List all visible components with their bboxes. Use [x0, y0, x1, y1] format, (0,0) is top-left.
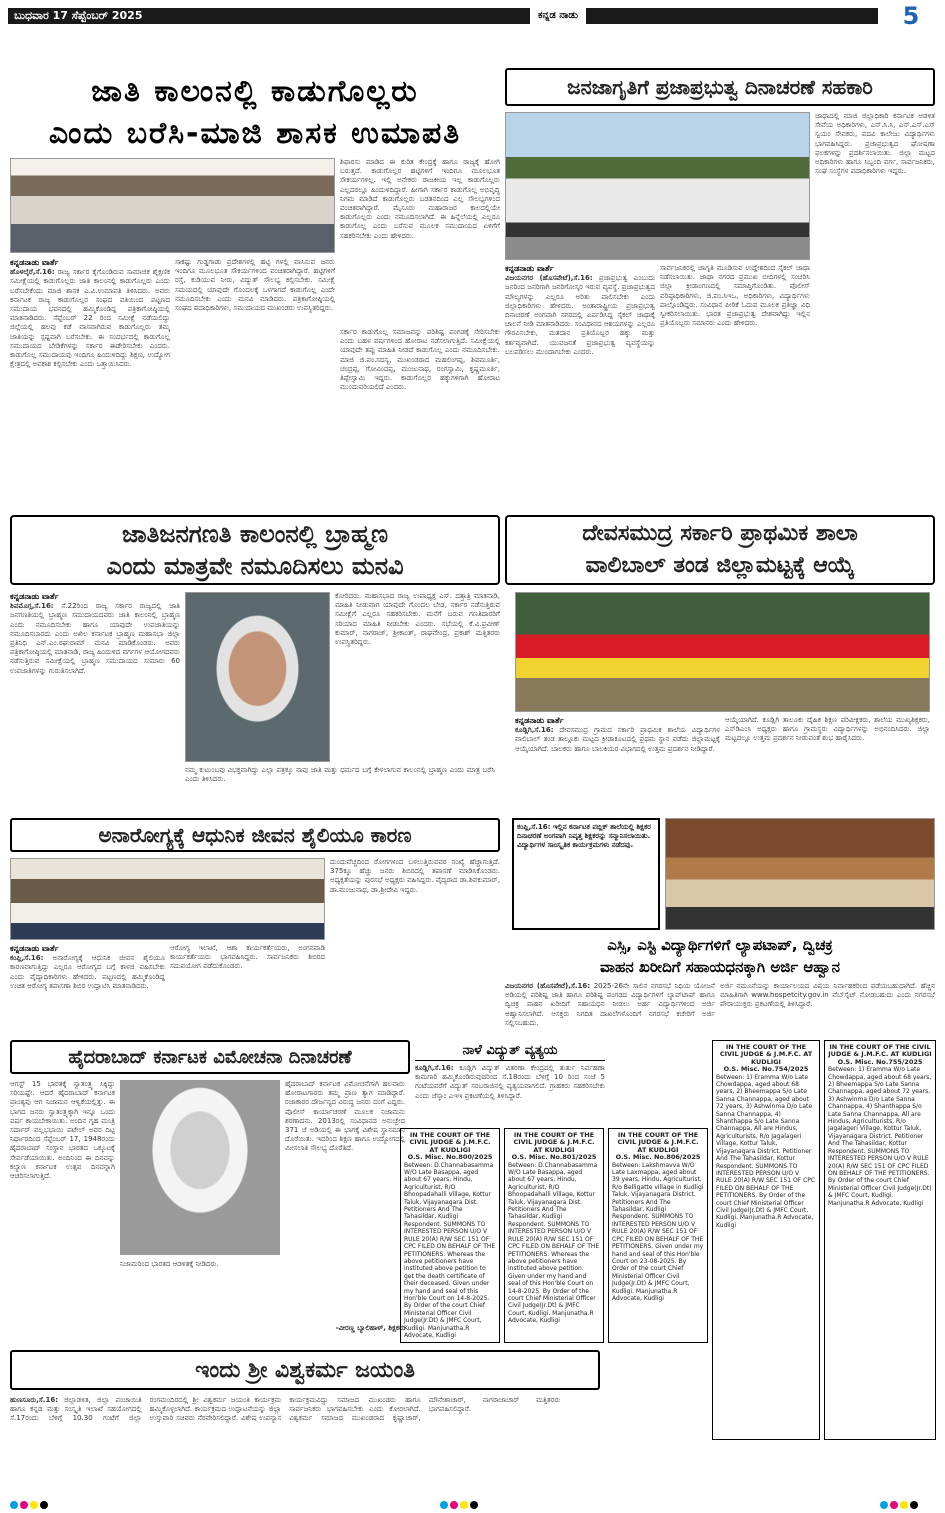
- legal-notice-5-body: Between: 1) Eramma W/o Late Chowdappa, aged about 68 years, 2) Bheemappa S/o Late Sanna Channappa, aged about 72 years, 3) Ashwinma D/o Late Sanna Channappa, 4) Shanthappa S/o Late Sanna Channappa, All are Hindus, Agriculturists, R/o Jagalageri Village, Kottur Taluk, Vijayanagara District. Petitioner And The Tahasildar, Kottur Respondent. SUMMONS TO INTERESTED PERSON U/O V RULE 20(A) R/W SEC 151 OF CPC FILED ON BEHALF OF THE PETITIONERS. By Order of the court Chief Ministerial Officer Civil Judge(Jr.Dt) & JMFC Court, Kudligi. Manjunatha.R Advocate, Kudligi: [828, 1066, 932, 1207]
- paper-name: ಕನ್ನಡ ನಾಡು: [530, 8, 586, 24]
- legal-notice-5-title: IN THE COURT OF THE CIVIL JUDGE & J.M.F.C. AT KUDLIGI: [828, 1043, 932, 1059]
- story7-headline: ಹೈದರಾಬಾದ್ ಕರ್ನಾಟಕ ವಿಮೋಚನಾ ದಿನಾಚರಣೆ: [68, 1046, 352, 1068]
- story1-headline-line1: ಜಾತಿ ಕಾಲಂನಲ್ಲಿ ಕಾಡುಗೊಲ್ಲರು: [91, 74, 419, 109]
- black-dot: [40, 1501, 48, 1509]
- legal-notice-5-misc: O.S. Misc. No.755/2025: [837, 1057, 923, 1066]
- story3-headline-line2: ಎಂದು ಮಾತ್ರವೇ ನಮೂದಿಸಲು ಮನವಿ: [106, 552, 404, 580]
- legal-notice-1-misc: O.S. Misc. No.800/2025: [407, 1153, 493, 1162]
- story9-text: ಜಿಲ್ಲಾಡಳಿತ, ಜಿಲ್ಲಾ ಪಂಚಾಯಿತಿ ಹಾಗೂ ಕನ್ನಡ ಮತ್ತು ಸಂಸ್ಕೃತಿ ಇಲಾಖೆ ಸಹಯೋಗದಲ್ಲಿ ಸೆ.17ರಂದು ಬೆಳಿಗ್ಗೆ 10.30 ಗಂಟೆಗೆ ಜಿಲ್ಲಾ ರಂಗಮಂದಿರದಲ್ಲಿ ಶ್ರೀ ವಿಶ್ವಕರ್ಮ ಜಯಂತಿ ಕಾರ್ಯಕ್ರಮ ಹಮ್ಮಿಕೊಳ್ಳಲಾಗಿದೆ. ಕಾರ್ಯಕ್ರಮದ ಉದ್ಘಾಟನೆಯನ್ನು ಜಿಲ್ಲಾ ಉಸ್ತುವಾರಿ ಸಚಿವರು ನೆರವೇರಿಸಲಿದ್ದಾರೆ. ವಿಶೇಷ ಉಪನ್ಯಾಸ ಕಾರ್ಯಕ್ರಮವಿದ್ದು ಸಮಾಜದ ಮುಖಂಡರು ಹಾಗೂ ಸಾರ್ವಜನಿಕರು ಭಾಗವಹಿಸಬೇಕು ಎಂದು ಕೋರಲಾಗಿದೆ. ವಿಶ್ವಕರ್ಮ ಸಮಾಜದ ಮುಖಂಡರಾದ ಕೃಷ್ಣಾಚಾರ್, ಮೌನೇಶಾಚಾರ್, ನಾಗರಾಜಾಚಾರ್ ಮತ್ತಿತರರು ಭಾಗವಹಿಸಲಿದ್ದಾರೆ.: [10, 1396, 561, 1423]
- story4-headline-box: [505, 515, 935, 585]
- story2-col1: [505, 264, 655, 508]
- legal-notice-5: [824, 1040, 936, 1440]
- registration-marks-right: [880, 1494, 920, 1513]
- legal-notice-1-title: IN THE COURT OF THE CIVIL JUDGE & J.M.F.C. AT KUDLIGI: [409, 1131, 491, 1154]
- legal-notice-2-title: IN THE COURT OF THE CIVIL JUDGE & J.M.F.C. AT KUDLIGI: [513, 1131, 595, 1154]
- story3-text1: ಸೆ.22ರಿಂದ ರಾಜ್ಯ ಸರ್ಕಾರ ರಾಜ್ಯದಲ್ಲಿ ಜಾತಿ ಜನಗಣತಿಯಲ್ಲಿ ಬ್ರಾಹ್ಮಣ ಸಮುದಾಯದವರು ಜಾತಿ ಕಾಲಂನಲ್ಲಿ ಬ್ರಾಹ್ಮಣ ಎಂದು ನಮೂದಿಸಬೇಕು ಹಾಗೂ ಯಾವುದೇ ಉಪಜಾತಿಯನ್ನು ನಮೂದಿಸಬಾರದು ಎಂದು ಅಖಿಲ ಕರ್ನಾಟಕ ಬ್ರಾಹ್ಮಣ ಮಹಾಸಭಾ ಜಿಲ್ಲಾ ಪ್ರತಿನಿಧಿ ಎನ್.ಎಂ.ರಘುರಾಮ್ ಮನವಿ ಮಾಡಿಕೊಂಡರು. ಅವರು ಪತ್ರಿಕಾಗೋಷ್ಠಿಯಲ್ಲಿ ಮಾತನಾಡಿ, ರಾಜ್ಯ ಹಿಂದುಳಿದ ವರ್ಗಗಳ ಆಯೋಗದವರು ನಡೆಸುತ್ತಿರುವ ಸಮೀಕ್ಷೆಯಲ್ಲಿ ಬ್ರಾಹ್ಮಣ ಸಮುದಾಯದ ಸುಮಾರು 60 ಉಪಜಾತಿಗಳನ್ನು ಗುರುತಿಸಲಾಗಿದೆ.: [10, 602, 180, 675]
- legal-notice-3-title: IN THE COURT OF THE CIVIL JUDGE & J.M.F.C. AT KUDLIGI: [617, 1131, 699, 1154]
- story5-dateline: ಕಂಪ್ಲಿ,ಸೆ.16:: [10, 954, 44, 963]
- issue-date: ಬುಧವಾರ 17 ಸೆಪ್ಟೆಂಬರ್ 2025: [14, 9, 143, 22]
- legal-notice-3-body: Between: Lakshmavva W/O Late Laxmappa, aged about 39 years, Hindu, Agriculturist, R/o Belligatte village in Kudligi Taluk, Vijayanagara District. Petitioners And The Tahasildar, Kudligi Respondent. SUMMONS TO INTERESTED PERSON U/O V RULE 20(A) R/W SEC 151 OF CPC FILED ON BEHALF OF THE PETITIONERS. Given under my hand and seal of this Hon'ble Court on 23-08-2025. By Order of the court Chief Ministerial Officer Civil Judge(Jr.Dt) & JMFC Court, Kudligi. Manjunatha.R Advocate, Kudligi: [612, 1161, 704, 1302]
- story3-col1: [10, 592, 180, 812]
- story3-byline: ಕನ್ನಡನಾಡು ವಾರ್ತೆ: [10, 592, 59, 601]
- story2-headline: ಜನಜಾಗೃತಿಗೆ ಪ್ರಜಾಪ್ರಭುತ್ವ ದಿನಾಚರಣೆ ಸಹಕಾರಿ: [567, 75, 873, 99]
- story5-headline: ಅನಾರೋಗ್ಯಕ್ಕೆ ಆಧುನಿಕ ಜೀವನ ಶೈಲಿಯೂ ಕಾರಣ: [98, 823, 412, 847]
- registration-marks-center: [440, 1494, 480, 1513]
- story9-dateline: ಹುಣಸೂರು,ಸೆ.16:: [10, 1396, 59, 1404]
- yellow-dot: [30, 1501, 38, 1509]
- legal-notice-4-body: Between: 1) Eramma W/o Late Chowdappa, aged about 68 years, 2) Bheemappa S/o Late Sanna Channappa, aged about 72 years, 3) Ashwinma D/o Late Sanna Channappa, 4) Shanthappa S/o Late Sanna Channappa, All are Hindus, Agriculturists, R/o Jagalageri Village, Kottur Taluk, Vijayanagara District. Petitioner And The Tahasildar, Kottur Respondent. SUMMONS TO INTERESTED PERSON U/O V RULE 20(A) R/W SEC 151 OF CPC FILED ON BEHALF OF THE PETITIONERS. By Order of the court Chief Ministerial Officer Civil Judge(Jr.Dt) & JMFC Court, Kudligi. Manjunatha.R Advocate, Kudligi: [716, 1073, 816, 1229]
- masthead: [0, 0, 945, 30]
- story4-col1: [515, 716, 720, 812]
- legal-notice-3-misc: O.S. Misc. No.806/2025: [615, 1153, 701, 1162]
- black-dot: [470, 1501, 478, 1509]
- story4-text1: ದೇವಸಮುದ್ರ ಗ್ರಾಮದ ಸರ್ಕಾರಿ ಪ್ರಾಥಮಿಕ ಶಾಲೆಯ ವಿದ್ಯಾರ್ಥಿಗಳ ವಾಲಿಬಾಲ್ ತಂಡ ತಾಲ್ಲೂಕು ಮಟ್ಟದ ಕ್ರೀಡಾಕೂಟದಲ್ಲಿ ಪ್ರಥಮ ಸ್ಥಾನ ಪಡೆದು ಜಿಲ್ಲಾಮಟ್ಟಕ್ಕೆ ಆಯ್ಕೆಯಾಗಿದೆ. ಬಾಲಕರು ಹಾಗೂ ಬಾಲಕಿಯರ ವಿಭಾಗದಲ್ಲಿ ಉತ್ತಮ ಪ್ರದರ್ಶನ ನೀಡಿದ್ದಾರೆ.: [515, 726, 720, 753]
- story6-headline-line2: ವಾಹನ ಖರೀದಿಗೆ ಸಹಾಯಧನಕ್ಕಾಗಿ ಅರ್ಜಿ ಆಹ್ವಾನ: [600, 958, 840, 976]
- story4-col2: ಆಯ್ಕೆಯಾಗಿದೆ. ಕೂಡ್ಲಿಗಿ ತಾಲೂಕು ದೈಹಿಕ ಶಿಕ್ಷಣ ಪರಿವೀಕ್ಷಕರು, ಶಾಲೆಯ ಮುಖ್ಯಶಿಕ್ಷಕರು, ಎಸ್‌ಡಿಎಂಸಿ ಅಧ್ಯಕ್ಷರು ಹಾಗೂ ಗ್ರಾಮಸ್ಥರು ವಿದ್ಯಾರ್ಥಿಗಳನ್ನು ಅಭಿನಂದಿಸಿದರು. ಜಿಲ್ಲಾ ಮಟ್ಟದಲ್ಲೂ ಉತ್ತಮ ಪ್ರದರ್ಶನ ನೀಡುವಂತೆ ಶುಭ ಹಾರೈಸಿದರು.: [725, 716, 930, 743]
- cyan-dot: [10, 1501, 18, 1509]
- story6-boxed-text: ಕಂಪ್ಲಿ,ಸೆ.16: ಇಲ್ಲಿನ ಕರ್ನಾಟಕ ಪಬ್ಲಿಕ್ ಶಾಲೆಯಲ್ಲಿ ಶಿಕ್ಷಕರ ದಿನಾಚರಣೆ ಅಂಗವಾಗಿ ನಿವೃತ್ತ ಶಿಕ್ಷಕರನ್ನು ಸನ್ಮಾನಿಸಲಾಯಿತು. ವಿದ್ಯಾರ್ಥಿಗಳ ಸಾಂಸ್ಕೃತಿಕ ಕಾರ್ಯಕ್ರಮಗಳು ನಡೆದವು.: [517, 823, 651, 849]
- story2-col3: ಜಾಥಾದಲ್ಲಿ ಮಾಜಿ ಜಿಲ್ಲಾಧಿಕಾರಿ ಕರ್ನಾಟಕ ಆಡಳಿತ ಸೇವೆಯ ಅಧಿಕಾರಿಗಳು, ಎನ್.ಸಿ.ಸಿ, ಎನ್.ಎಸ್.ಎಸ್ ಸ್ವಯಂ ಸೇವಕರು, ಪದವಿ ಕಾಲೇಜು ವಿದ್ಯಾರ್ಥಿಗಳು ಭಾಗವಹಿಸಿದ್ದರು. ಪ್ರಜಾಪ್ರಭುತ್ವದ ಘೋಷಣಾ ಫಲಕಗಳನ್ನು ಪ್ರದರ್ಶಿಸಲಾಯಿತು. ಜಿಲ್ಲಾ ಮಟ್ಟದ ಅಧಿಕಾರಿಗಳು ಹಾಗೂ ಸಿಬ್ಬಂದಿ ವರ್ಗ, ಸಾರ್ವಜನಿಕರು, ಸಂಘ ಸಂಸ್ಥೆಗಳ ಪದಾಧಿಕಾರಿಗಳು ಇದ್ದರು.: [815, 112, 935, 176]
- story6-text1: 2025-26ನೇ ಸಾಲಿನ ನಗರಸಭೆ ನಿಧಿಯ ಯೋಜನೆ ಅಡಿಯಲ್ಲಿ ಪರಿಶಿಷ್ಟ ಜಾತಿ ಹಾಗೂ ಪರಿಶಿಷ್ಟ ಪಂಗಡದ ವಿದ್ಯಾರ್ಥಿಗಳಿಗೆ ಲ್ಯಾಪ್‌ಟಾಪ್ ಹಾಗೂ ದ್ವಿಚಕ್ರ ವಾಹನ ಖರೀದಿಗೆ ಸಹಾಯಧನ ನೀಡಲು ಅರ್ಹ ವಿದ್ಯಾರ್ಥಿಗಳಿಂದ ಅರ್ಜಿ ಆಹ್ವಾನಿಸಲಾಗಿದೆ. ಆಸಕ್ತರು ನಿಗದಿತ ದಾಖಲೆಗಳೊಂದಿಗೆ ನಗರಸಭೆ ಕಚೇರಿಗೆ ಅರ್ಜಿ ಸಲ್ಲಿಸಬಹುದು.: [505, 982, 715, 1027]
- story1-byline: ಕನ್ನಡನಾಡು ವಾರ್ತೆ: [10, 258, 59, 267]
- story5-headline-box: [10, 818, 500, 852]
- legal-notice-2: [504, 1128, 604, 1343]
- legal-notice-4: [712, 1040, 820, 1440]
- story7-col1: ಆಗಸ್ಟ್ 15 ಭಾರತಕ್ಕೆ ಸ್ವಾತಂತ್ರ್ಯ ಸಿಕ್ಕಿದ್ದು ಸರಿಯಷ್ಟೇ. ಆದರೆ ಹೈದರಾಬಾದ್ ಕರ್ನಾಟಕ ಪ್ರಾಂತ್ಯವು ಆಗ ನಿಜಾಮನ ಆಳ್ವಿಕೆಯಲ್ಲಿತ್ತು. ಈ ಭಾಗದ ಜನರು ಸ್ವಾತಂತ್ರ್ಯಕ್ಕಾಗಿ ಇನ್ನೂ ಒಂದು ವರ್ಷ ಕಾಯಬೇಕಾಯಿತು. ಅಂದಿನ ಗೃಹ ಮಂತ್ರಿ ಸರ್ದಾರ್ ವಲ್ಲಭಭಾಯಿ ಪಟೇಲ್ ಅವರ ದಿಟ್ಟ ನಿರ್ಧಾರದಿಂದ ಸೆಪ್ಟೆಂಬರ್ 17, 1948ರಂದು ಹೈದರಾಬಾದ್ ಸಂಸ್ಥಾನ ಭಾರತದ ಒಕ್ಕೂಟಕ್ಕೆ ಸೇರ್ಪಡೆಯಾಯಿತು. ಅಂದಿನಿಂದ ಈ ದಿನವನ್ನು ಕಲ್ಯಾಣ ಕರ್ನಾಟಕ ಉತ್ಸವ ದಿನವನ್ನಾಗಿ ಆಚರಿಸಲಾಗುತ್ತಿದೆ.: [10, 1080, 115, 1181]
- legal-notice-4-title: IN THE COURT OF THE CIVIL JUDGE & J.M.F.C. AT KUDLIGI: [719, 1043, 813, 1066]
- legal-notice-1: [400, 1128, 500, 1343]
- story6-dateline: ವಿಜಯನಗರ (ಹೊಸಪೇಟೆ),ಸೆ.16:: [505, 982, 591, 990]
- story2-photo: [505, 112, 810, 260]
- story4-byline: ಕನ್ನಡನಾಡು ವಾರ್ತೆ: [515, 716, 564, 725]
- story7-col2: ಹೈದರಾಬಾದ್ ಕರ್ನಾಟಕ ವಿಮೋಚನೆಗಾಗಿ ಹಲವಾರು ಹೋರಾಟಗಾರರು ತಮ್ಮ ಪ್ರಾಣ ತ್ಯಾಗ ಮಾಡಿದ್ದಾರೆ. ರಜಾಕಾರರ ದೌರ್ಜನ್ಯದ ವಿರುದ್ಧ ಜನರು ದಂಗೆ ಎದ್ದರು. ಪೊಲೀಸ್ ಕಾರ್ಯಾಚರಣೆ ಮೂಲಕ ನಿಜಾಮನು ಶರಣಾದನು. 2013ರಲ್ಲಿ ಸಂವಿಧಾನದ ಅನುಚ್ಛೇದ 371 ಜೆ ಅಡಿಯಲ್ಲಿ ಈ ಭಾಗಕ್ಕೆ ವಿಶೇಷ ಸ್ಥಾನಮಾನ ದೊರೆಯಿತು. ಇದರಿಂದ ಶಿಕ್ಷಣ ಹಾಗೂ ಉದ್ಯೋಗದಲ್ಲಿ ಮೀಸಲಾತಿ ಸೌಲಭ್ಯ ದೊರೆತಿದೆ.: [285, 1080, 405, 1153]
- story1-col1: [10, 258, 170, 508]
- story6-photo: [665, 818, 935, 930]
- black-dot: [910, 1501, 918, 1509]
- story4-dateline: ಕೂಡ್ಲಿಗಿ,ಸೆ.16:: [515, 726, 554, 735]
- story7-headline-box: [10, 1040, 410, 1074]
- story4-headline-line2: ವಾಲಿಬಾಲ್ ತಂಡ ಜಿಲ್ಲಾಮಟ್ಟಕ್ಕೆ ಆಯ್ಕೆ: [585, 553, 855, 578]
- story6-boxed-notice: [512, 818, 660, 930]
- story2-headline-box: [505, 68, 935, 106]
- story7-portrait: [120, 1080, 280, 1255]
- story5-col3: ದುಂದುವೆಚ್ಚದಿಂದ ರೋಗಗಳಿಂದ ಬಳಲುತ್ತಿರುವವರ ಸಂಖ್ಯೆ ಹೆಚ್ಚಾಗುತ್ತಿದೆ. 375ಕ್ಕೂ ಹೆಚ್ಚು ಜನರು ಶಿಬಿರದಲ್ಲಿ ತಪಾಸಣೆ ಮಾಡಿಸಿಕೊಂಡರು. ಅಧ್ಯಕ್ಷತೆಯನ್ನು ಪುರಸಭೆ ಅಧ್ಯಕ್ಷರು ವಹಿಸಿದ್ದರು. ವೈದ್ಯರಾದ ಡಾ.ಶಿವಕುಮಾರ್, ಡಾ.ಮಂಜುನಾಥ, ಡಾ.ಶ್ರೀದೇವಿ ಇದ್ದರು.: [330, 858, 500, 894]
- story6-col1: [505, 982, 715, 1034]
- story9-headline-box: [10, 1350, 600, 1390]
- story9-body: [10, 1396, 700, 1486]
- yellow-dot: [900, 1501, 908, 1509]
- story1-photo: [10, 158, 335, 253]
- cyan-dot: [880, 1501, 888, 1509]
- story5-col1: [10, 944, 165, 1034]
- story8-body: [415, 1064, 605, 1124]
- cyan-dot: [440, 1501, 448, 1509]
- legal-notice-1-body: Between: D.Channabasamma W/O Late Basappa, aged about 67 years, Hindu, Agriculturist, R/O Bhoopadahalli Village, Kottur Taluk, Vijayanagara Dist. Petitioners And The Tahasildar, Kudligi Respondent. SUMMONS TO INTERESTED PERSON U/O V RULE 20(A) R/W SEC 151 OF CPC FILED ON BEHALF OF THE PETITIONERS. Whereas the above petitioners have instituted above petition to get the death certificate of their deceased. Given under my hand and seal of this Hon'ble Court on 14-8-2025. By Order of the court Chief Ministerial Officer Civil Judge(Jr.Dt) & JMFC Court, Kudligi. Manjunatha.R Advocate, Kudligi: [404, 1161, 496, 1339]
- story6-headline-line1: ಎಸ್ಸಿ, ಎಸ್ಟಿ ವಿದ್ಯಾರ್ಥಿಗಳಿಗೆ ಲ್ಯಾಪಟಾಪ್, ದ್ವಿಚಕ್ರ: [607, 936, 833, 954]
- registration-marks-left: [10, 1494, 50, 1513]
- story3-dateline: ಶಿವಮೊಗ್ಗ,ಸೆ.16:: [10, 602, 54, 611]
- story7-signature: -ವೀರಣ್ಣ ಬ್ಯಾಲಿಹಾಳ್, ಶಿಕ್ಷಕರು: [335, 1324, 405, 1332]
- story1-headline-line2: ಎಂದು ಬರೆಸಿ-ಮಾಜಿ ಶಾಸಕ ಉಮಾಪತಿ: [48, 116, 462, 151]
- story8-text: ಕೂಡ್ಲಿಗಿ ವಿದ್ಯುತ್ ವಿತರಣಾ ಕೇಂದ್ರದಲ್ಲಿ ತುರ್ತು ನಿರ್ವಹಣಾ ಕಾಮಗಾರಿ ಹಮ್ಮಿಕೊಂಡಿರುವುದರಿಂದ ಸೆ.18ರಂದು ಬೆಳಿಗ್ಗೆ 10 ರಿಂದ ಸಂಜೆ 5 ಗಂಟೆಯವರೆಗೆ ವಿದ್ಯುತ್ ಸರಬರಾಜಿನಲ್ಲಿ ವ್ಯತ್ಯಯವಾಗಲಿದೆ. ಗ್ರಾಹಕರು ಸಹಕರಿಸಬೇಕು ಎಂದು ಜೆಸ್ಕಾಂ ಎಇಇ ಪ್ರಕಟಣೆಯಲ್ಲಿ ತಿಳಿಸಿದ್ದಾರೆ.: [415, 1064, 605, 1100]
- page-number: 5: [902, 2, 920, 30]
- story4-headline-line1: ದೇವಸಮುದ್ರ ಸರ್ಕಾರಿ ಪ್ರಾಥಮಿಕ ಶಾಲಾ: [582, 521, 858, 546]
- story3-headline-line1: ಜಾತಿಜನಗಣತಿ ಕಾಲಂನಲ್ಲಿ ಬ್ರಾಹ್ಮಣ: [122, 520, 388, 548]
- story1-col2: ಸಾಕಷ್ಟು ಗುಡ್ಡಗಾಡು ಪ್ರದೇಶಗಳಲ್ಲಿ ಹಟ್ಟಿ ಗಳಲ್ಲಿ ವಾಸಿಸುವ ಜನರು ಇಂದಿಗೂ ಮೂಲಭೂತ ಸೌಕರ್ಯಗಳಿಂದ ವಂಚಿತರಾಗಿದ್ದಾರೆ. ಹಟ್ಟಿಗಳಿಗೆ ರಸ್ತೆ, ಕುಡಿಯುವ ನೀರು, ವಿದ್ಯುತ್ ಸೌಲಭ್ಯ ಕಲ್ಪಿಸಬೇಕು. ಸಮೀಕ್ಷೆ ಸಮಯದಲ್ಲಿ ಯಾವುದೇ ಗೊಂದಲಕ್ಕೆ ಒಳಗಾಗದೆ ಕಾಡುಗೊಲ್ಲ ಎಂದೇ ನಮೂದಿಸಬೇಕು ಎಂದು ಮನವಿ ಮಾಡಿದರು. ಪತ್ರಿಕಾಗೋಷ್ಠಿಯಲ್ಲಿ ಸಂಘದ ಪದಾಧಿಕಾರಿಗಳು, ಸಮುದಾಯದ ಮುಖಂಡರು ಉಪಸ್ಥಿತರಿದ್ದರು.: [175, 258, 335, 313]
- story3-caption: ನಮ್ಮ ಕುಟುಂಬವು ವಿಭಕ್ತವಾಗಿದ್ದು ಎಲ್ಲಾ ಪತ್ರಕ್ಕೂ ನಾವು ಜಾತಿ ಮತ್ತು ಧರ್ಮದ ಬಗ್ಗೆ ಕೇಳಲಾಗುವ ಕಾಲಂನಲ್ಲಿ ಬ್ರಾಹ್ಮಣ ಎಂದು ಮಾತ್ರ ಬರೆಸಿ ಎಂದು ತಿಳಿಸಿದರು.: [185, 766, 495, 784]
- story3-col2: ಕೋರಿದರು. ಮಹಾಸಭಾದ ರಾಜ್ಯ ಉಪಾಧ್ಯಕ್ಷ ಎಸ್. ದತ್ತಾತ್ರಿ ಮಾತನಾಡಿ, ಮಾಹಿತಿ ನೀಡುವಾಗ ಯಾವುದೇ ಗೊಂದಲ ಬೇಡ, ಸರ್ಕಾರ ನಡೆಸುತ್ತಿರುವ ಸಮೀಕ್ಷೆಗೆ ಎಲ್ಲರೂ ಸಹಕರಿಸಬೇಕು. ಮನೆಗೆ ಬರುವ ಗಣತಿದಾರರಿಗೆ ಸರಿಯಾದ ಮಾಹಿತಿ ನೀಡಬೇಕು ಎಂದರು. ಸಭೆಯಲ್ಲಿ ಕೆ.ವಿ.ಪ್ರವೀಣ್ ಕುಮಾರ್, ನಾಗರಾಜ್, ಶ್ರೀಕಾಂತ್, ರಾಘವೇಂದ್ರ, ಪ್ರಕಾಶ್ ಮತ್ತಿತರರು ಉಪಸ್ಥಿತರಿದ್ದರು.: [335, 592, 500, 647]
- story6-col2: ಅರ್ಜಿ ನಮೂನೆಯನ್ನು ಕಾರ್ಯಾಲಯದ ವಿಷಯ ನಿರ್ವಾಹಕರಿಂದ ಪಡೆಯಬಹುದಾಗಿದೆ. ಹೆಚ್ಚಿನ ಮಾಹಿತಿಗಾಗಿ www.hospetcity.gov.in ವೆಬ್‌ಸೈಟ್ ನೋಡಬಹುದು ಎಂದು ನಗರಸಭೆ ಪೌರಾಯುಕ್ತರು ಪ್ರಕಟಣೆಯಲ್ಲಿ ತಿಳಿಸಿದ್ದಾರೆ.: [720, 982, 935, 1009]
- story1-col4: ಸರ್ಕಾರ ಕಾಡುಗೊಲ್ಲ ಸಮಾಜವನ್ನು ಪರಿಶಿಷ್ಟ ಪಂಗಡಕ್ಕೆ ಸೇರಿಸಬೇಕು ಎಂದು ಬಹಳ ವರ್ಷಗಳಿಂದ ಹೋರಾಟ ನಡೆಸಲಾಗುತ್ತಿದೆ. ಸಮೀಕ್ಷೆಯಲ್ಲಿ ಯಾವುದೇ ತಪ್ಪು ಮಾಹಿತಿ ನೀಡದೆ ಕಾಡುಗೊಲ್ಲ ಎಂದು ನಮೂದಿಸಬೇಕು. ಮಾಜಿ ಜಿ.ಪಂ.ಸದಸ್ಯ, ಮುಖಂಡರಾದ ಮಹಲಿಂಗಪ್ಪ, ಶಿವಮೂರ್ತಿ, ಚಂದ್ರಪ್ಪ, ಗೋವಿಂದಪ್ಪ, ಮಂಜುನಾಥ, ರಂಗಸ್ವಾಮಿ, ಕೃಷ್ಣಮೂರ್ತಿ, ತಿಪ್ಪೇಸ್ವಾಮಿ ಇದ್ದರು. ಕಾಡುಗೊಲ್ಲರ ಹಕ್ಕುಗಳಿಗಾಗಿ ಹೋರಾಟ ಮುಂದುವರಿಯಲಿದೆ ಎಂದರು.: [340, 328, 500, 392]
- legal-notice-3: [608, 1128, 708, 1343]
- story3-portrait: [185, 592, 330, 762]
- legal-notice-2-misc: O.S. Misc. No.801/2025: [511, 1153, 597, 1162]
- magenta-dot: [20, 1501, 28, 1509]
- story8-dateline: ಕೂಡ್ಲಿಗಿ,ಸೆ.16:: [415, 1064, 454, 1072]
- story4-team-photo: [515, 592, 930, 712]
- story2-col2: ಸಾರ್ವಜನಿಕರಲ್ಲಿ ಜಾಗೃತಿ ಮೂಡಿಸುವ ಉದ್ದೇಶದಿಂದ ಸೈಕಲ್ ಜಾಥಾ ನಡೆಸಲಾಯಿತು. ಜಾಥಾ ನಗರದ ಪ್ರಮುಖ ಬೀದಿಗಳಲ್ಲಿ ಸಂಚರಿಸಿ ಜಿಲ್ಲಾ ಕ್ರೀಡಾಂಗಣದಲ್ಲಿ ಸಮಾಪ್ತಿಗೊಂಡಿತು. ಪೊಲೀಸ್ ವರಿಷ್ಠಾಧಿಕಾರಿಗಳು, ಜಿ.ಪಂ.ಸಿಇಒ, ಅಧಿಕಾರಿಗಳು, ವಿದ್ಯಾರ್ಥಿಗಳು ಪಾಲ್ಗೊಂಡಿದ್ದರು. ಸಂವಿಧಾನ ಪೀಠಿಕೆ ಓದುವ ಮೂಲಕ ಪ್ರತಿಜ್ಞಾ ವಿಧಿ ಸ್ವೀಕರಿಸಲಾಯಿತು. ಭಾರತ ಪ್ರಜಾಪ್ರಭುತ್ವ ದೇಶವಾಗಿದ್ದು ಇಲ್ಲಿನ ಪ್ರತಿಯೊಬ್ಬರು ಸಮಾನರು ಎಂದು ಹೇಳಿದರು.: [660, 264, 810, 328]
- story1-text1: ರಾಜ್ಯ ಸರ್ಕಾರ ಕೈಗೊಂಡಿರುವ ಸಾಮಾಜಿಕ ಶೈಕ್ಷಣಿಕ ಸಮೀಕ್ಷೆಯಲ್ಲಿ ಕಾಡುಗೊಲ್ಲರು ಜಾತಿ ಕಾಲಂನಲ್ಲಿ ಕಾಡುಗೊಲ್ಲರು ಎಂದು ಬರೆಸಬೇಕೆಂದು ಮಾಜಿ ಶಾಸಕ ಎ.ವಿ.ಉಮಾಪತಿ ತಿಳಿಸಿದರು. ಅವರು ಕರ್ನಾಟಕ ರಾಜ್ಯ ಕಾಡುಗೊಲ್ಲರ ಸಂಘದ ವತಿಯಿಂದ ಪಟ್ಟಣದ ಸಮುದಾಯ ಭವನದಲ್ಲಿ ಹಮ್ಮಿಕೊಂಡಿದ್ದ ಪತ್ರಿಕಾಗೋಷ್ಠಿಯಲ್ಲಿ ಮಾತನಾಡಿದರು. ಸೆಪ್ಟೆಂಬರ್ 22 ರಿಂದ ಸಮೀಕ್ಷೆ ನಡೆಯಲಿದ್ದು ಜಿಲ್ಲೆಯಲ್ಲಿ ಹಲವು ಕಡೆ ವಾಸವಾಗಿರುವ ಕಾಡುಗೊಲ್ಲರು ತಮ್ಮ ಜಾತಿಯನ್ನು ಸ್ಪಷ್ಟವಾಗಿ ಬರೆಸಬೇಕು. ಈ ಸಂದರ್ಭದಲ್ಲಿ ಕಾಡುಗೊಲ್ಲ ಸಮುದಾಯದ ಬೇಡಿಕೆಗಳನ್ನು ಸರ್ಕಾರ ಈಡೇರಿಸಬೇಕು ಎಂದರು. ಕಾಡುಗೊಲ್ಲ ಸಮುದಾಯವು ಇಂದಿಗೂ ಹಿಂದುಳಿದಿದ್ದು ಶಿಕ್ಷಣ, ಉದ್ಯೋಗ ಕ್ಷೇತ್ರದಲ್ಲಿ ಅವಕಾಶ ಕಲ್ಪಿಸಬೇಕು ಎಂದು ಒತ್ತಾಯಿಸಿದರು.: [10, 268, 170, 369]
- story1-dateline: ಹೊಳಲ್ಕೆರೆ,ಸೆ.16:: [10, 268, 55, 277]
- magenta-dot: [450, 1501, 458, 1509]
- story8-headline: ನಾಳೆ ವಿದ್ಯುತ್ ವ್ಯತ್ಯಯ: [415, 1042, 605, 1061]
- story2-byline: ಕನ್ನಡನಾಡು ವಾರ್ತೆ: [505, 264, 554, 273]
- magenta-dot: [890, 1501, 898, 1509]
- legal-notice-2-body: Between: D.Channabasamma W/O Late Basappa, aged about 67 years, Hindu, Agriculturist, R/O Bhoopadahalli Village, Kottur Taluk, Vijayanagara Dist. Petitioners And The Tahasildar, Kudligi Respondent. SUMMONS TO INTERESTED PERSON U/O V RULE 20(A) R/W SEC 151 OF CPC FILED ON BEHALF OF THE PETITIONERS. Whereas the above petitioners have instituted above petition. Given under my hand and seal of this Hon'ble Court on 14-8-2025. By Order of the court Chief Ministerial Officer Civil Judge(Jr.Dt) & JMFC Court, Kudligi. Manjunatha.R Advocate, Kudligi: [508, 1161, 600, 1325]
- story2-dateline: ವಿಜಯನಗರ (ಹೊಸಪೇಟೆ),ಸೆ.16:: [505, 274, 593, 283]
- yellow-dot: [460, 1501, 468, 1509]
- story5-text1: ಅನಾರೋಗ್ಯಕ್ಕೆ ಆಧುನಿಕ ಜೀವನ ಶೈಲಿಯೂ ಕಾರಣವಾಗುತ್ತಿದ್ದು ಎಲ್ಲರೂ ಆರೋಗ್ಯದ ಬಗ್ಗೆ ಕಾಳಜಿ ವಹಿಸಬೇಕು ಎಂದು ವೈದ್ಯಾಧಿಕಾರಿಗಳು ಹೇಳಿದರು. ಪಟ್ಟಣದಲ್ಲಿ ಹಮ್ಮಿಕೊಂಡಿದ್ದ ಉಚಿತ ಆರೋಗ್ಯ ತಪಾಸಣಾ ಶಿಬಿರ ಉದ್ಘಾಟಿಸಿ ಮಾತನಾಡಿದರು.: [10, 954, 165, 990]
- story1-col3: ಶಿಫಾರಸು ಮಾಡಿದ ಈ ಕುರಿತ ಕೇಂದ್ರಕ್ಕೆ ಹಾಗೂ ರಾಜ್ಯಕ್ಕೆ ಹೋಗಿ ಬರುತ್ತದೆ. ಕಾಡುಗೊಲ್ಲರ ಹಟ್ಟಿಗಳಿಗೆ ಇಂದಿಗೂ ಮೂಲಭೂತ ಸೌಕರ್ಯಗಳಿಲ್ಲ. ಇಲ್ಲಿ ಅನೇಕರು ರಾಜಕೀಯ ಇಲ್ಲ ಕಾಡುಗೊಲ್ಲರು ಎಲ್ಲದರಲ್ಲೂ ಹಿಂದುಳಿದಿದ್ದಾರೆ. ಹೀಗಾಗಿ ಸರ್ಕಾರ ಕಾಡುಗೊಲ್ಲ ಅಭಿವೃದ್ಧಿ ನಿಗಮ ಮಾಡಿದೆ ಕಾಡುಗೊಲ್ಲರು ಬಡತನದಿಂದ ಎಲ್ಲ ಸೌಲಭ್ಯಗಳಿಂದ ವಂಚಿತರಾಗಿದ್ದಾರೆ. ಮೈಸೂರು ಮಹಾರಾಜರ ಕಾಲದಲ್ಲಿಯೇ ಕಾಡುಗೊಲ್ಲರು ಎಂದು ನಮೂದಿಸಲಾಗಿದೆ. ಈ ಹಿನ್ನೆಲೆಯಲ್ಲಿ ಎಲ್ಲರೂ ಕಾಡುಗೊಲ್ಲ ಎಂದು ಬರೆಸುವ ಮೂಲಕ ಸಮುದಾಯದ ಏಳಿಗೆಗೆ ಸಹಕರಿಸಬೇಕು ಎಂದು ಹೇಳಿದರು.: [340, 158, 500, 240]
- story2-text1: ಪ್ರಜಾಪ್ರಭುತ್ವ ಎಂಬುದು ಜನರಿಂದ ಜನರಿಗಾಗಿ ಜನರಿಗೋಸ್ಕರ ಇರುವ ವ್ಯವಸ್ಥೆ. ಪ್ರಜಾಪ್ರಭುತ್ವದ ಮೌಲ್ಯಗಳನ್ನು ಎಲ್ಲರೂ ಅರಿತು ಪಾಲಿಸಬೇಕು ಎಂದು ಜಿಲ್ಲಾಧಿಕಾರಿಗಳು ಹೇಳಿದರು. ಅಂತಾರಾಷ್ಟ್ರೀಯ ಪ್ರಜಾಪ್ರಭುತ್ವ ದಿನಾಚರಣೆ ಅಂಗವಾಗಿ ನಗರದಲ್ಲಿ ಏರ್ಪಡಿಸಿದ್ದ ಸೈಕಲ್ ಜಾಥಾಕ್ಕೆ ಚಾಲನೆ ನೀಡಿ ಮಾತನಾಡಿದರು. ಸಂವಿಧಾನದ ಆಶಯಗಳನ್ನು ಎಲ್ಲರೂ ಗೌರವಿಸಬೇಕು, ಮತದಾನ ಪ್ರತಿಯೊಬ್ಬರ ಹಕ್ಕು ಮತ್ತು ಕರ್ತವ್ಯವಾಗಿದೆ. ಯುವಜನತೆ ಪ್ರಜಾಪ್ರಭುತ್ವ ವ್ಯವಸ್ಥೆಯನ್ನು ಬಲಪಡಿಸಲು ಮುಂದಾಗಬೇಕು ಎಂದರು.: [505, 274, 655, 356]
- story5-col2: ಆರೋಗ್ಯ ಇಲಾಖೆ, ಆಶಾ ಕಾರ್ಯಕರ್ತೆಯರು, ಅಂಗನವಾಡಿ ಕಾರ್ಯಕರ್ತೆಯರು ಭಾಗವಹಿಸಿದ್ದರು. ಸಾರ್ವಜನಿಕರು ಶಿಬಿರದ ಸದುಪಯೋಗ ಪಡೆದುಕೊಂಡರು.: [170, 944, 325, 971]
- story9-headline: ಇಂದು ಶ್ರೀ ವಿಶ್ವಕರ್ಮ ಜಯಂತಿ: [195, 1357, 415, 1383]
- story3-headline-box: [10, 515, 500, 585]
- story5-photo: [10, 858, 325, 940]
- story7-caption: ನಿಜಾಮರಿಂದ ಭಾರತದ ಆಡಳಿತಕ್ಕೆ ನೀಡಿದರು.: [120, 1260, 219, 1268]
- legal-notice-4-misc: O.S. Misc. No.754/2025: [723, 1065, 809, 1074]
- story5-byline: ಕನ್ನಡನಾಡು ವಾರ್ತೆ: [10, 944, 59, 953]
